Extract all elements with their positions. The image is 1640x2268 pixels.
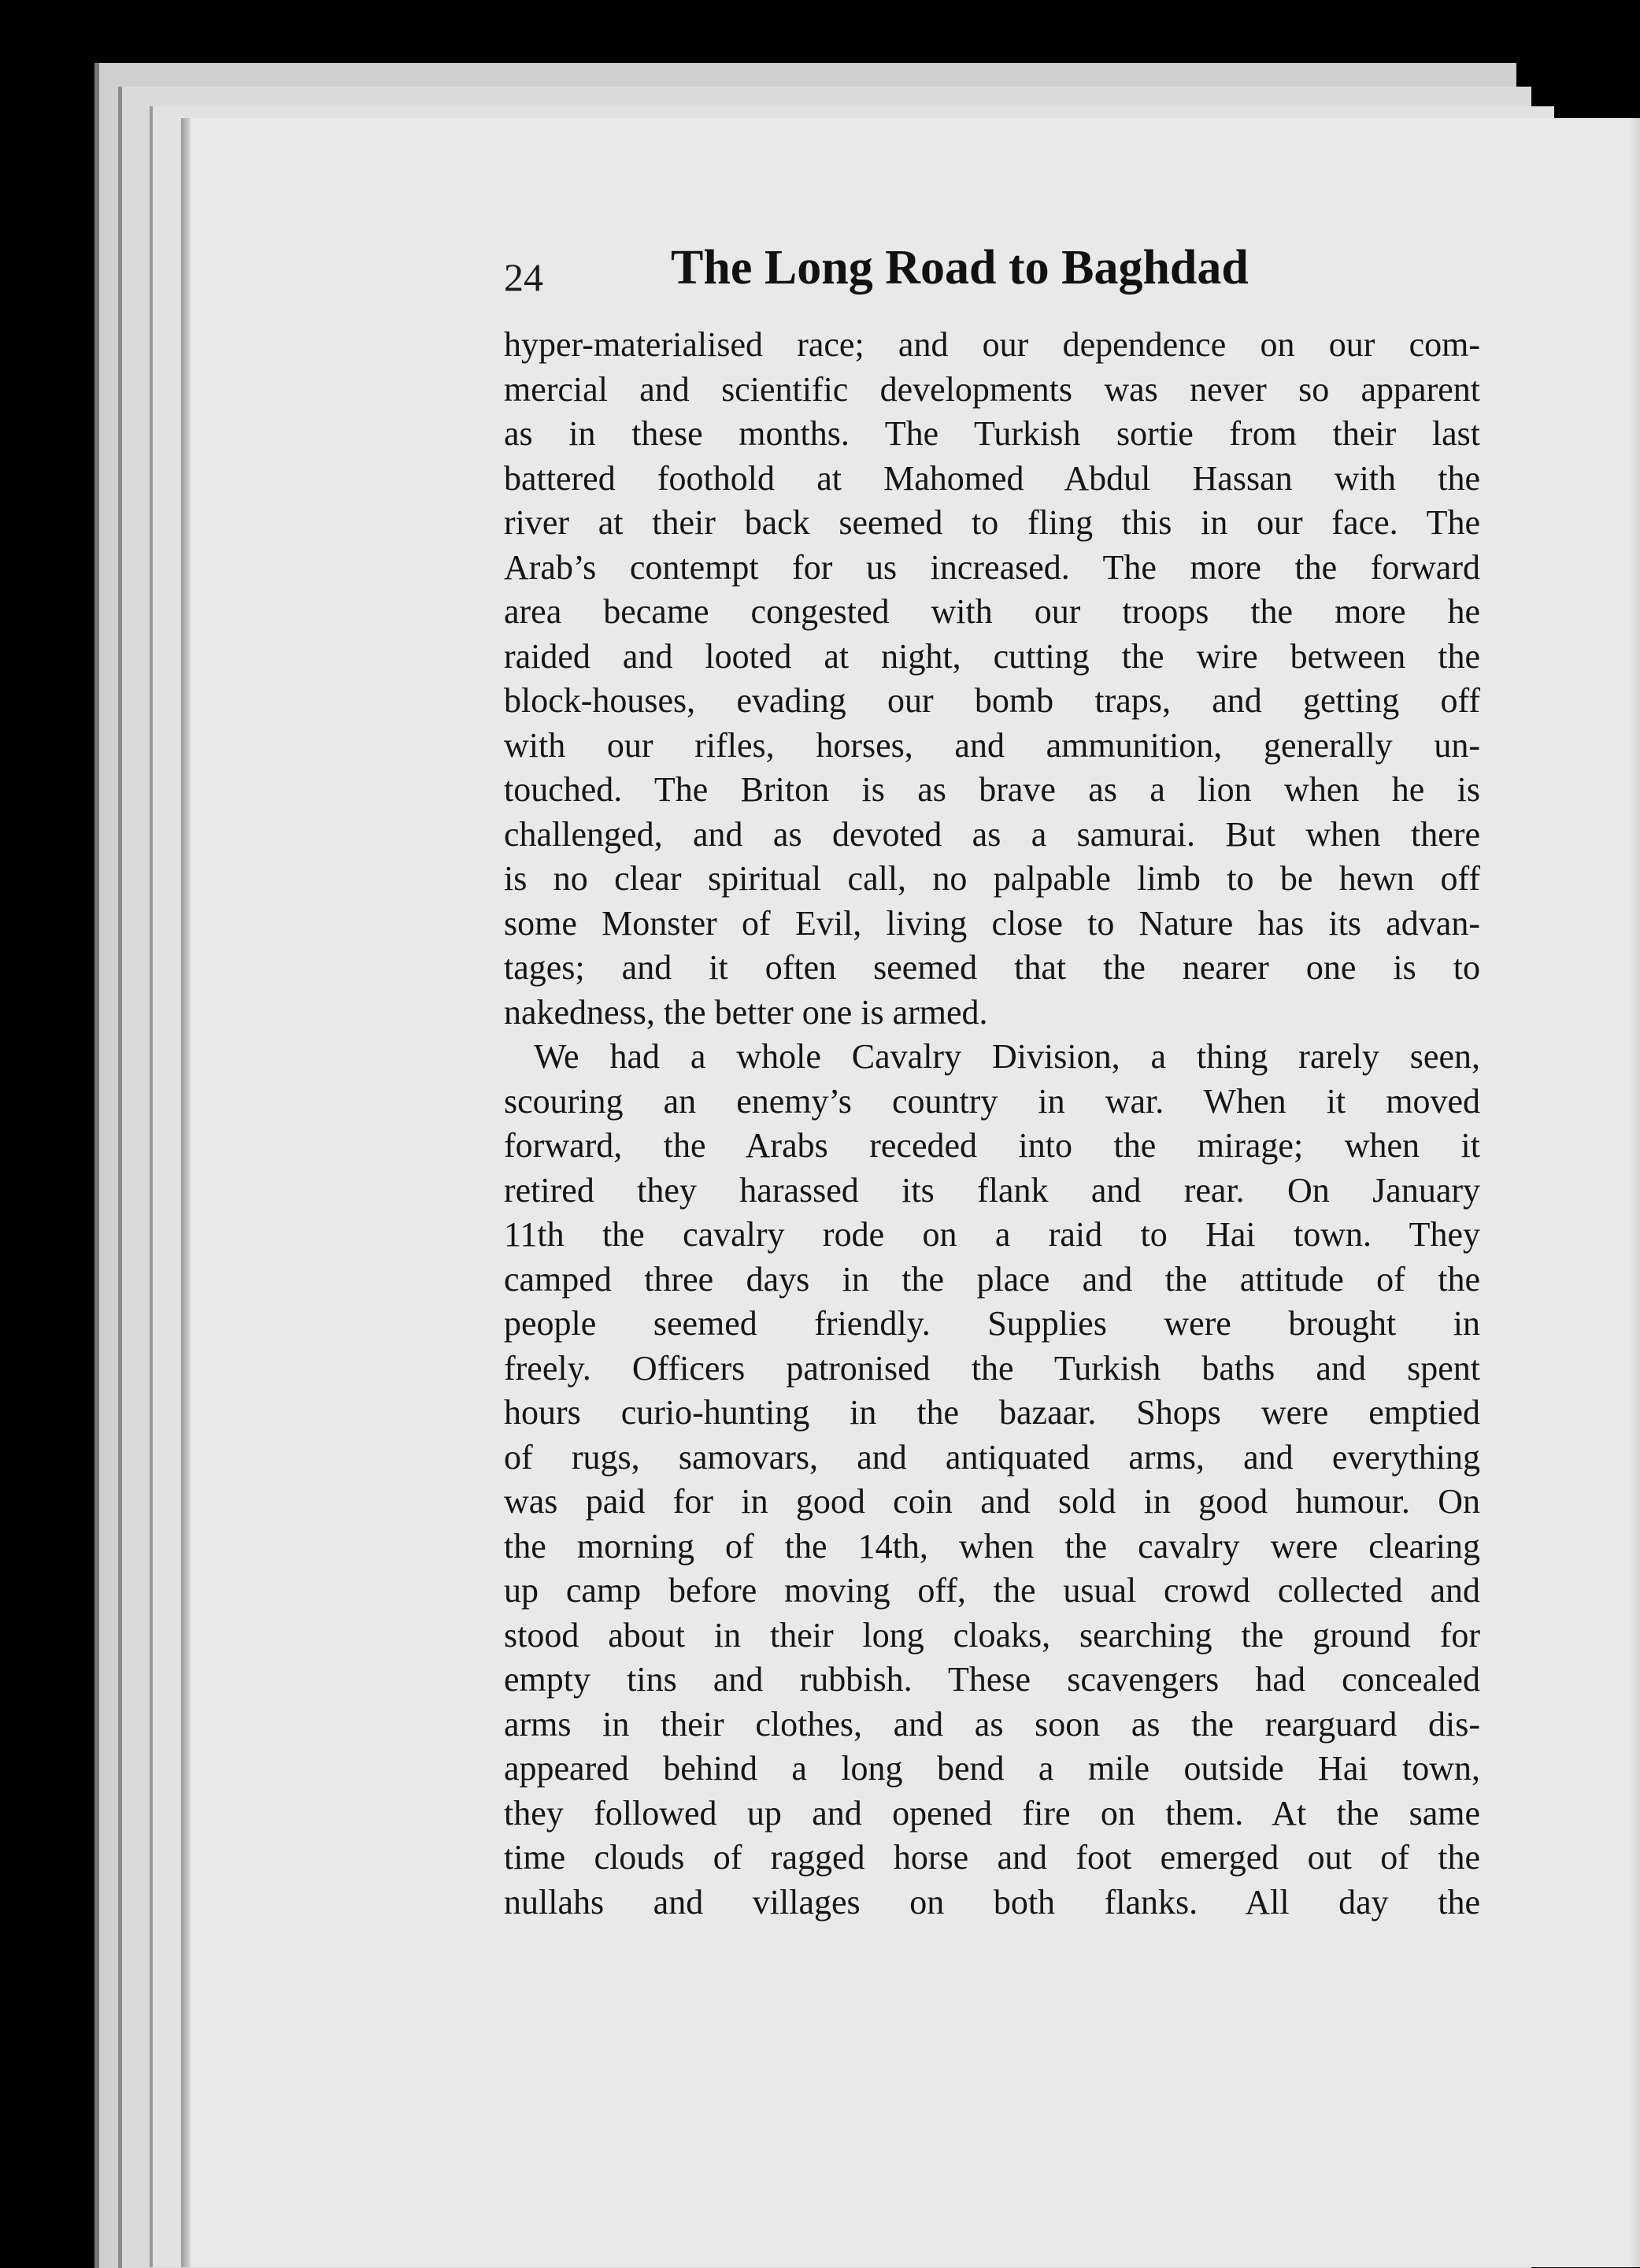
text-line: area became congested with our troops the more he xyxy=(504,592,1480,631)
text-line: raided and looted at night, cutting the wire between the xyxy=(504,636,1480,676)
running-title: The Long Road to Baghdad xyxy=(671,241,1249,295)
text-line: time clouds of ragged horse and foot emerged out of the xyxy=(504,1838,1480,1877)
text-line: empty tins and rubbish. These scavengers had concealed xyxy=(504,1660,1480,1699)
text-line: the morning of the 14th, when the cavalry were clearing xyxy=(504,1526,1480,1566)
text-line: retired they harassed its flank and rear. On January xyxy=(504,1170,1480,1210)
body-text xyxy=(504,323,1480,1925)
text-line: tages; and it often seemed that the nearer one is to xyxy=(504,948,1480,987)
text-line: 11th the cavalry rode on a raid to Hai town. They xyxy=(504,1215,1480,1254)
text-line: arms in their clothes, and as soon as the rearguard dis- xyxy=(504,1704,1480,1744)
text-line: scouring an enemy’s country in war. When it moved xyxy=(504,1081,1480,1121)
text-line: stood about in their long cloaks, searching the ground for xyxy=(504,1615,1480,1655)
text-line: hyper-materialised race; and our dependence on our com- xyxy=(504,325,1480,364)
text-line: mercial and scientific developments was never so apparent xyxy=(504,369,1480,409)
page-right-edge xyxy=(1629,118,1640,2267)
text-line: hours curio-hunting in the bazaar. Shops were emptied xyxy=(504,1393,1480,1432)
text-line: up camp before moving off, the usual crowd collected and xyxy=(504,1571,1480,1610)
text-line: was paid for in good coin and sold in good humour. On xyxy=(504,1482,1480,1521)
text-line: freely. Officers patronised the Turkish baths and spent xyxy=(504,1348,1480,1388)
text-line: forward, the Arabs receded into the mirage; when it xyxy=(504,1126,1480,1165)
page-number: 24 xyxy=(504,255,543,299)
text-line: with our rifles, horses, and ammunition, generally un- xyxy=(504,725,1480,765)
text-line: river at their back seemed to fling this in our face. The xyxy=(504,503,1480,542)
text-line: of rugs, samovars, and antiquated arms, and everything xyxy=(504,1437,1480,1477)
text-line: appeared behind a long bend a mile outside Hai town, xyxy=(504,1749,1480,1788)
text-line: camped three days in the place and the attitude of the xyxy=(504,1259,1480,1299)
text-line: Arab’s contempt for us increased. The more the forward xyxy=(504,547,1480,587)
text-line: they followed up and opened fire on them. At the same xyxy=(504,1793,1480,1833)
text-line: battered foothold at Mahomed Abdul Hassan with the xyxy=(504,458,1480,498)
text-line: is no clear spiritual call, no palpable limb to be hewn off xyxy=(504,859,1480,898)
text-line: We had a whole Cavalry Division, a thing rarely seen, xyxy=(534,1037,1480,1076)
text-line: touched. The Briton is as brave as a lion when he is xyxy=(504,770,1480,809)
text-line: some Monster of Evil, living close to Nature has its advan- xyxy=(504,903,1480,943)
page-header xyxy=(504,240,1323,303)
text-line: block-houses, evading our bomb traps, and getting off xyxy=(504,681,1480,720)
page-gutter-shadow xyxy=(181,118,191,2267)
text-line: as in these months. The Turkish sortie from their last xyxy=(504,414,1480,453)
text-line: people seemed friendly. Supplies were brought in xyxy=(504,1304,1480,1343)
text-line: challenged, and as devoted as a samurai. But when there xyxy=(504,814,1480,854)
text-line: nakedness, the better one is armed. xyxy=(504,992,988,1032)
text-line: nullahs and villages on both flanks. All day the xyxy=(504,1882,1480,1922)
